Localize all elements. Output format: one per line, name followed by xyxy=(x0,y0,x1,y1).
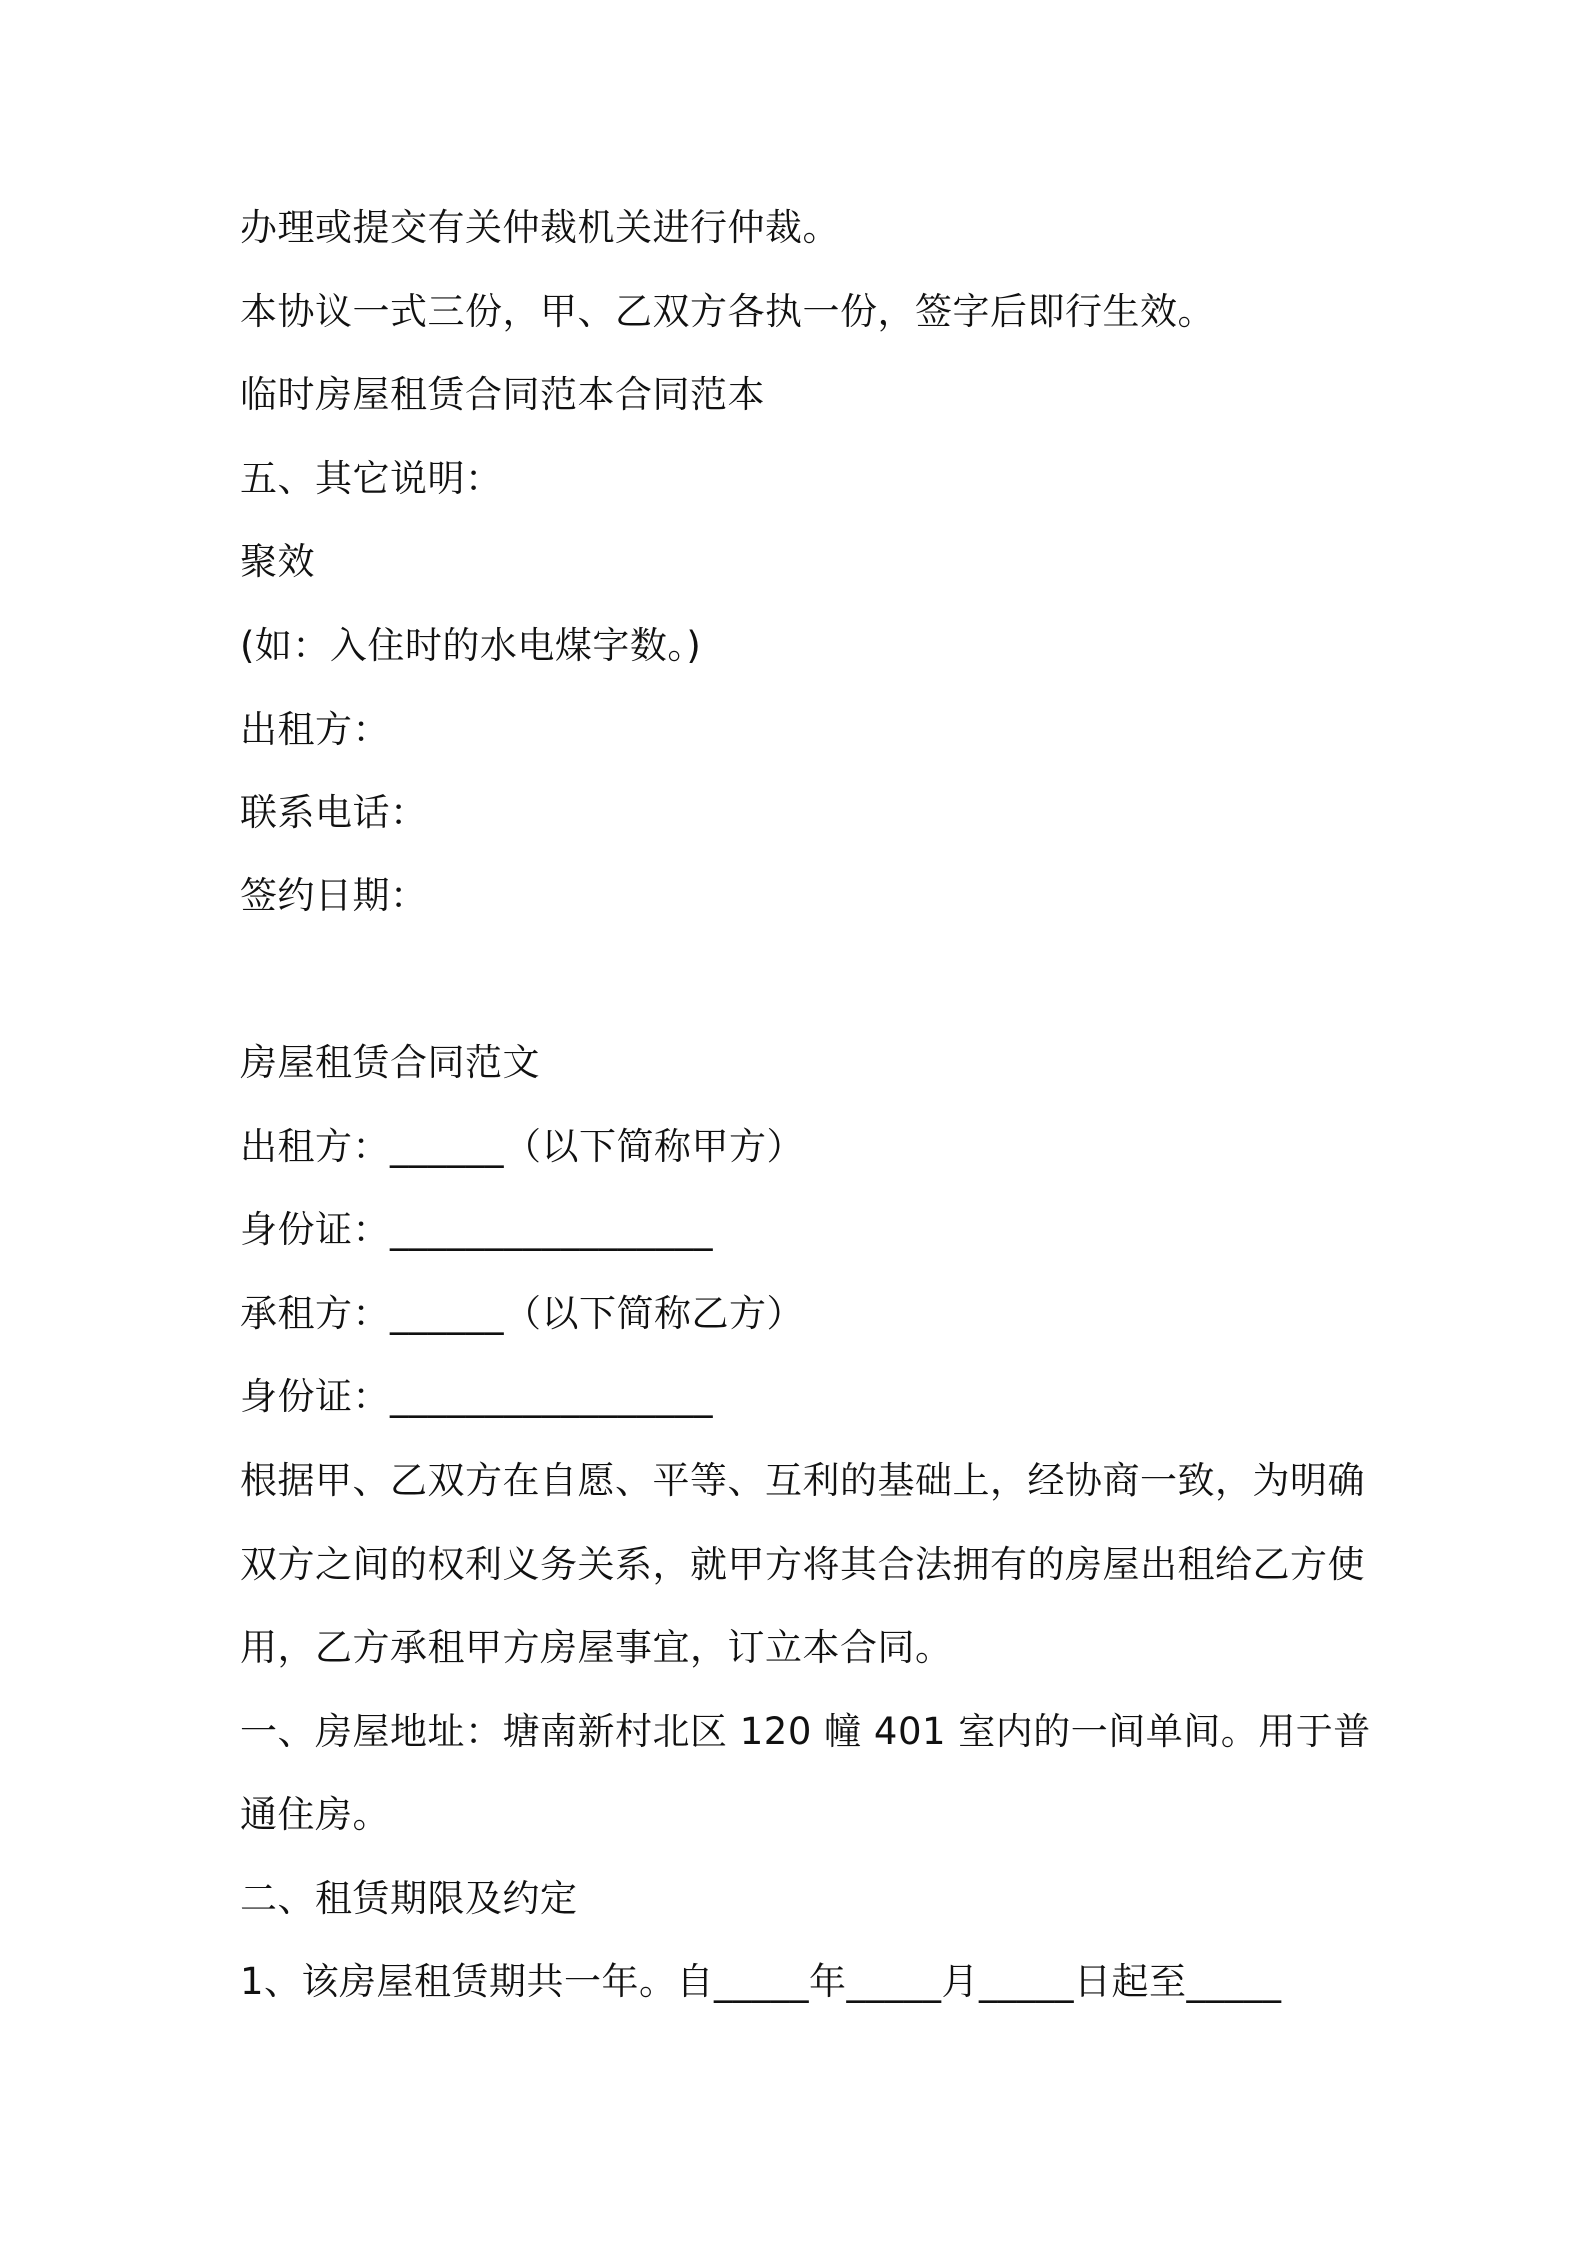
text-line-preamble-1: 根据甲、乙双方在自愿、平等、互利的基础上，经协商一致，为明确 xyxy=(240,1459,1365,1502)
text-line-lessor-signature: 出租方： xyxy=(240,708,390,751)
text-line-juxiao: 聚效 xyxy=(240,540,315,583)
text-line-temp-contract-title: 临时房屋租赁合同范本合同范本 xyxy=(240,373,765,416)
text-line-term-period: 1、该房屋租赁期共一年。自_____年_____月_____日起至_____ xyxy=(240,1960,1282,2003)
text-line-arbitration: 办理或提交有关仲裁机关进行仲裁。 xyxy=(240,206,840,249)
text-line-other-notes: 五、其它说明： xyxy=(240,457,503,500)
text-line-lessee: 承租方：______（以下简称乙方） xyxy=(240,1292,804,1335)
text-line-lessee-id: 身份证：_________________ xyxy=(240,1375,713,1418)
text-line-address-2: 通住房。 xyxy=(240,1793,390,1836)
text-line-lessor: 出租方：______（以下简称甲方） xyxy=(240,1125,804,1168)
text-line-preamble-2: 双方之间的权利义务关系，就甲方将其合法拥有的房屋出租给乙方使 xyxy=(240,1543,1365,1586)
text-line-sign-date: 签约日期： xyxy=(240,874,428,917)
text-line-lessor-id: 身份证：_________________ xyxy=(240,1208,713,1251)
text-line-term-heading: 二、租赁期限及约定 xyxy=(240,1877,578,1920)
text-line-address-1: 一、房屋地址：塘南新村北区 120 幢 401 室内的一间单间。用于普 xyxy=(240,1710,1371,1753)
text-line-copies: 本协议一式三份，甲、乙双方各执一份，签字后即行生效。 xyxy=(240,290,1215,333)
text-line-contract-title: 房屋租赁合同范文 xyxy=(240,1041,540,1084)
text-line-preamble-3: 用，乙方承租甲方房屋事宜，订立本合同。 xyxy=(240,1626,953,1669)
text-line-utilities-note: (如：入住时的水电煤字数。) xyxy=(240,624,702,667)
text-line-phone: 联系电话： xyxy=(240,791,428,834)
